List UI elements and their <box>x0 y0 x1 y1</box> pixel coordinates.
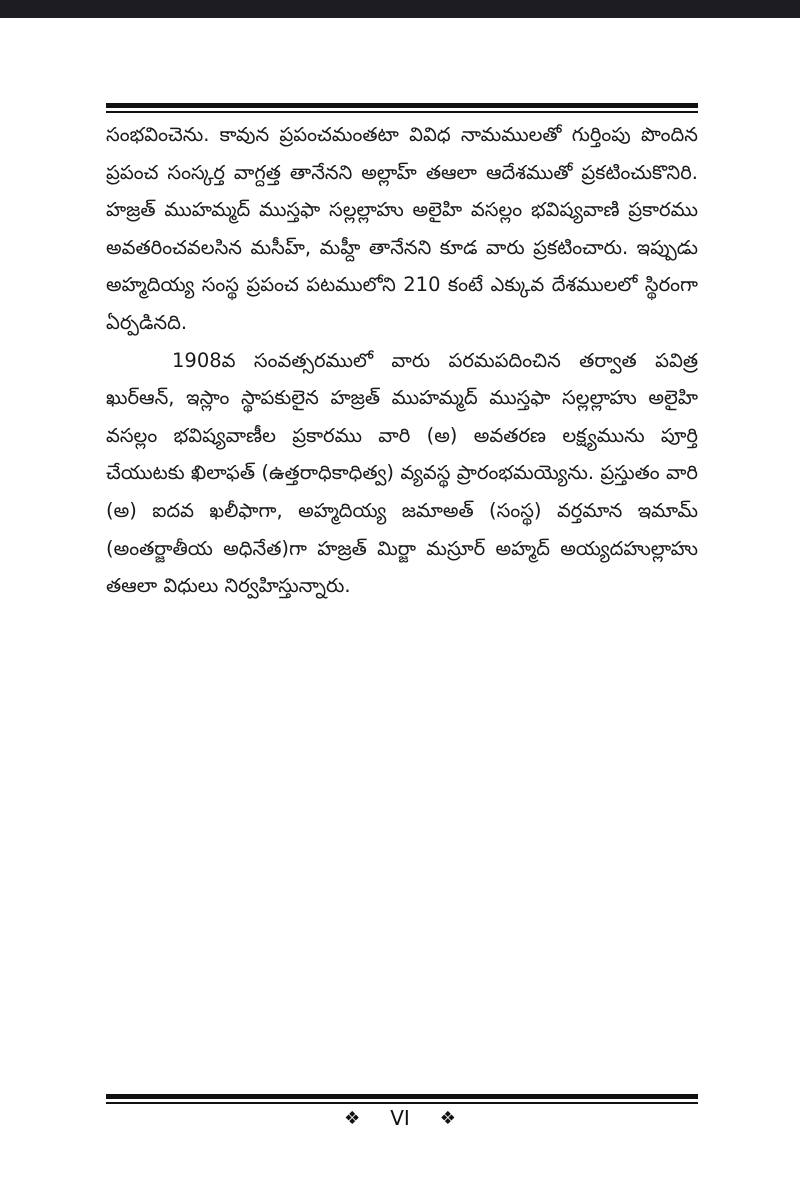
ornament-left-icon: ❖ <box>344 1107 361 1129</box>
paragraph-1: సంభవించెను. కావున ప్రపంచమంతటా వివిధ నామములతో గుర్తింపు పొందిన ప్రపంచ సంస్కర్త వాగ్దత్త తానేనని అల్లాహ్ తఆలా ఆదేశముతో ప్రకటించుకొనిరి. హజ్రత్ ముహమ్మద్ ముస్తఫా సల్లల్లాహు అలైహి వసల్లం భవిష్యవాణి ప్రకారము అవతరించవలసిన మసీహ్, మహ్దీ తానేనని కూడ వారు ప్రకటించారు. ఇప్పుడు అహ్మదియ్య సంస్థ ప్రపంచ పటములోని 210 కంటే ఎక్కువ దేశములలో స్థిరంగా ఏర్పడినది. <box>106 123 698 334</box>
body-text <box>106 116 698 605</box>
top-edge-band <box>0 0 800 18</box>
ornament-right-icon: ❖ <box>439 1107 456 1129</box>
paragraph-2: 1908వ సంవత్సరములో వారు పరమపదించిన తర్వాత పవిత్ర ఖుర్ఆన్, ఇస్లాం స్థాపకులైన హజ్రత్ ముహమ్మద్ ముస్తఫా సల్లల్లాహు అలైహి వసల్లం భవిష్యవాణీల ప్రకారము వారి (అ) అవతరణ లక్ష్యమును పూర్తి చేయుటకు ఖిలాఫత్ (ఉత్తరాధికాధిత్వ) వ్యవస్థ ప్రారంభమయ్యెను. ప్రస్తుతం వారి (అ) ఐదవ ఖలీఫాగా, అహ్మదియ్య జమాఅత్ (సంస్థ) వర్తమాన ఇమామ్ (అంతర్జాతీయ అధినేత)గా హజ్రత్ మిర్జా మస్రూర్ అహ్మద్ అయ్యదహుల్లాహు తఆలా విధులు నిర్వహిస్తున్నారు. <box>106 348 698 598</box>
page-number: VI <box>390 1106 410 1130</box>
page-footer <box>0 1100 800 1136</box>
top-double-rule <box>106 103 698 113</box>
